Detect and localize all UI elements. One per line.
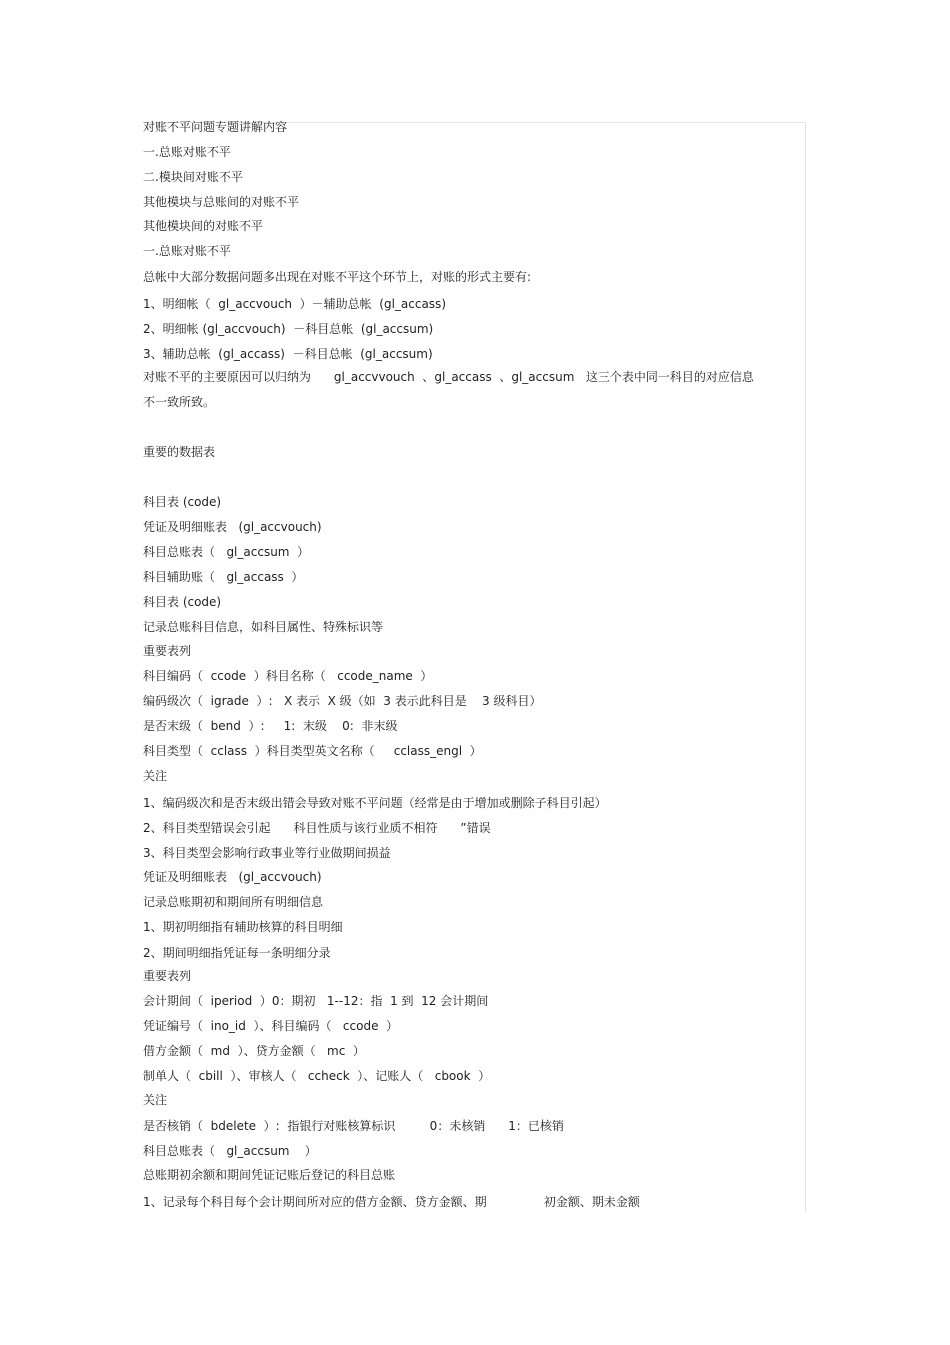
text-line: 关注	[143, 1093, 168, 1107]
text-line: 2、科目类型错误会引起 科目性质与该行业质不相符 ”错误	[143, 821, 491, 835]
text-line: 凭证及明细账表 (gl_accvouch)	[143, 520, 322, 534]
text-line: 总帐中大部分数据问题多出现在对账不平这个环节上，对账的形式主要有:	[143, 270, 532, 284]
text-line: 科目表 (code)	[143, 495, 222, 509]
text-line: 对账不平的主要原因可以归纳为 gl_accvvouch 、gl_accass 、gl_accsum 这三个表中同一科目的对应信息	[143, 370, 754, 384]
text-line: 凭证编号（ ino_id ）、科目编码（ ccode ）	[143, 1019, 399, 1033]
text-line: 总账期初余额和期间凭证记账后登记的科目总账	[143, 1168, 396, 1182]
text-line: 其他模块与总账间的对账不平	[143, 195, 300, 209]
text-line: 1、期初明细指有辅助核算的科目明细	[143, 920, 343, 934]
text-line: 1、记录每个科目每个会计期间所对应的借方金额、贷方金额、期 初金额、期未金额	[143, 1195, 640, 1209]
text-line: 编码级次（ igrade ）: X 表示 X 级（如 3 表示此科目是 3 级科目）	[143, 694, 542, 708]
text-line: 一.总账对账不平	[143, 244, 231, 258]
text-line: 1、明细帐（ gl_accvouch ）－辅助总帐 (gl_accass)	[143, 297, 446, 311]
text-line: 会计期间（ iperiod ）0：期初 1--12：指 1 到 12 会计期间	[143, 994, 489, 1008]
text-line: 2、明细帐 (gl_accvouch) －科目总帐 (gl_accsum)	[143, 322, 434, 336]
text-line: 重要表列	[143, 969, 192, 983]
text-line: 科目表 (code)	[143, 595, 222, 609]
text-line: 一.总账对账不平	[143, 145, 231, 159]
text-line: 科目类型（ cclass ）科目类型英文名称（ cclass_engl ）	[143, 744, 482, 758]
text-line: 关注	[143, 769, 168, 783]
text-line: 凭证及明细账表 (gl_accvouch)	[143, 870, 322, 884]
text-line: 3、科目类型会影响行政事业等行业做期间损益	[143, 846, 391, 860]
document-title: 对账不平问题专题讲解内容	[143, 120, 288, 134]
text-line: 是否核销（ bdelete ）: 指银行对账核算标识 0：未核销 1：已核销	[143, 1119, 564, 1133]
text-line: 科目编码（ ccode ）科目名称（ ccode_name ）	[143, 669, 433, 683]
text-line: 科目辅助账（ gl_accass ）	[143, 570, 304, 584]
text-line: 借方金额（ md ）、贷方金额（ mc ）	[143, 1044, 365, 1058]
section-heading: 重要的数据表	[143, 445, 216, 459]
text-line: 重要表列	[143, 644, 192, 658]
text-line: 2、期间明细指凭证每一条明细分录	[143, 946, 331, 960]
text-line: 记录总账期初和期间所有明细信息	[143, 895, 324, 909]
text-line: 二.模块间对账不平	[143, 170, 243, 184]
text-line: 是否末级（ bend ）: 1: 末级 0: 非末级	[143, 719, 398, 733]
text-line: 其他模块间的对账不平	[143, 219, 264, 233]
text-line: 制单人（ cbill ）、审核人（ ccheck ）、记账人（ cbook ）	[143, 1069, 491, 1083]
text-line: 科目总账表（ gl_accsum ）	[143, 545, 310, 559]
text-line: 1、编码级次和是否末级出错会导致对账不平问题（经常是由于增加或删除子科目引起）	[143, 796, 607, 810]
text-line: 科目总账表（ gl_accsum ）	[143, 1144, 317, 1158]
text-line: 不一致所致。	[143, 395, 216, 409]
text-line: 3、辅助总帐 (gl_accass) －科目总帐 (gl_accsum)	[143, 347, 433, 361]
text-line: 记录总账科目信息，如科目属性、特殊标识等	[143, 620, 384, 634]
